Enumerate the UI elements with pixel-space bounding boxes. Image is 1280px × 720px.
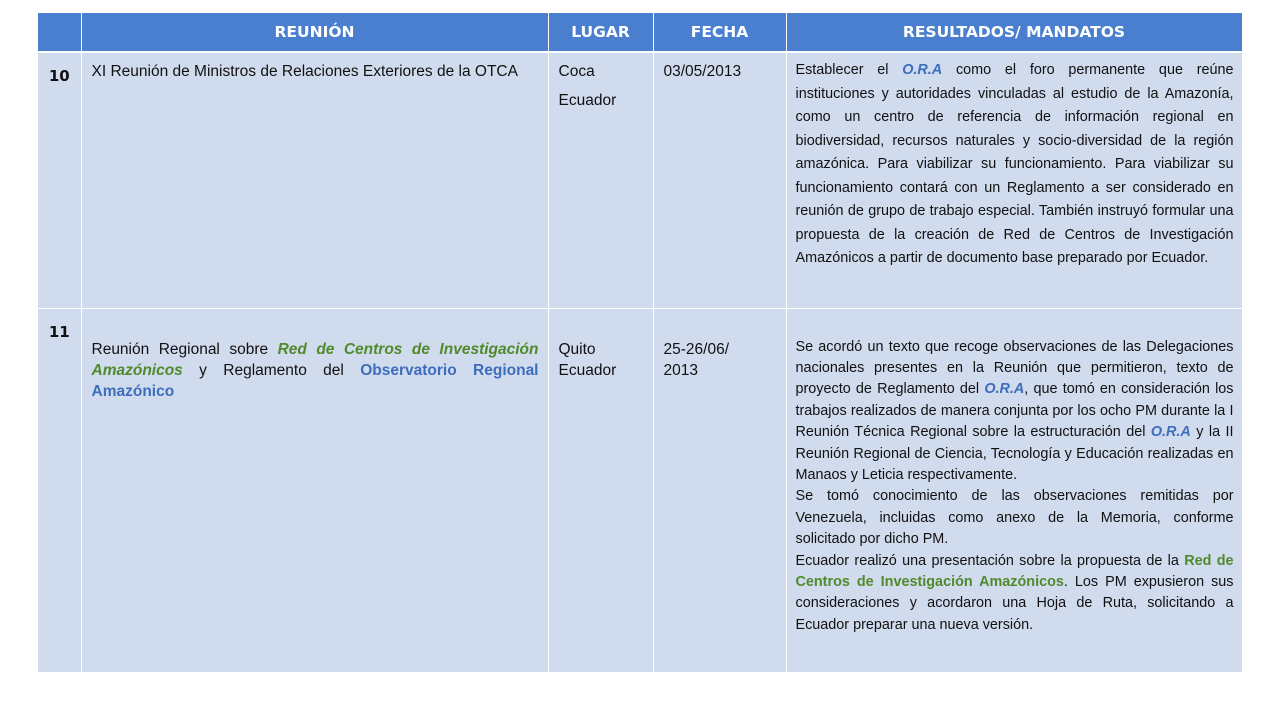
resultados-cell — [786, 52, 1242, 308]
red-centros-highlight: Red de Centros de Investigación Amazónicos — [91, 340, 539, 379]
observatorio-highlight: Observatorio Regional Amazónico — [91, 361, 539, 400]
row-number-text: 10 — [48, 67, 70, 85]
resultados-text-part: como el foro permanente que reúne instituciones y autoridades vinculadas al estudio de la Amazonía, como un centro de referencia de información regional en biodiversidad, recursos naturales y socio-diversidad de la región amazónica. Para viabilizar su funcionamiento. Para viabilizar su funcionamiento contará con un Reglamento a ser considerado en reunión de grupo de trabajo especial. También instruyó formular una propuesta de la creación de Red de Centros de Investigación Amazónicos a partir de documento base preparado por Ecuador. — [795, 62, 1234, 266]
resultados-text-part: Establecer el — [795, 62, 903, 78]
table-row — [38, 52, 1242, 308]
lugar-cell — [548, 52, 653, 308]
ora-acronym: O.R.A — [902, 62, 943, 78]
lugar-country: Ecuador — [558, 361, 617, 379]
header-resultados: RESULTADOS/ MANDATOS — [786, 13, 1242, 52]
row-number — [38, 308, 81, 673]
fecha-cell — [653, 52, 786, 308]
lugar-text — [549, 309, 653, 381]
lugar-city: Quito — [558, 340, 596, 358]
resultados-text — [787, 309, 1242, 637]
ora-acronym: O.R.A — [1150, 424, 1191, 441]
resultados-text-part: Se acordó un texto que recoge observaciones de las Delegaciones nacionales presentes en la Reunión que permitieron, texto de proyecto de Reglamento del — [795, 338, 1234, 398]
reunion-text — [82, 309, 548, 402]
header-reunion: REUNIÓN — [81, 13, 548, 52]
resultados-paragraph — [796, 337, 1234, 487]
header-number — [38, 13, 81, 52]
header-lugar: LUGAR — [548, 13, 653, 52]
resultados-text-part: Ecuador realizó una presentación sobre la propuesta de la — [795, 552, 1185, 569]
resultados-text-part: , que tomó en consideración los trabajos realizados de manera conjunta por los ocho PM durante la I Reunión Técnica Regional sobre la estructuración del — [795, 381, 1234, 441]
reunion-text-part: y Reglamento del — [182, 361, 361, 379]
table-header — [38, 13, 1242, 52]
lugar-cell — [548, 308, 653, 673]
resultados-cell — [786, 308, 1242, 673]
lugar-city: Coca — [558, 63, 595, 80]
fecha-text — [654, 309, 786, 381]
header-fecha: FECHA — [653, 13, 786, 52]
reunion-cell — [81, 52, 548, 308]
fecha-line: 25-26/06/ — [663, 340, 729, 358]
fecha-cell — [653, 308, 786, 673]
resultados-text-part: y la II Reunión Regional de Ciencia, Tecnología y Educación realizadas en Manaos y Leticia respectivamente. — [795, 424, 1234, 483]
resultados-paragraph — [796, 551, 1234, 637]
row-number-text: 11 — [48, 322, 70, 341]
red-centros-highlight: Red de Centros de Investigación Amazónicos — [795, 552, 1234, 590]
resultados-text — [787, 53, 1242, 271]
fecha-line: 2013 — [663, 361, 698, 379]
resultados-paragraph: Se tomó conocimiento de las observaciones remitidas por Venezuela, incluidas como anexo de la Memoria, conforme solicitado por dicho PM. — [795, 488, 1234, 548]
reunion-text: XI Reunión de Ministros de Relaciones Exteriores de la OTCA — [91, 63, 518, 80]
reunion-cell — [81, 308, 548, 673]
lugar-text — [549, 53, 653, 115]
row-number — [38, 52, 81, 308]
reunion-text-part: Reunión Regional sobre — [91, 340, 278, 358]
meetings-table — [38, 13, 1243, 673]
ora-acronym: O.R.A — [984, 381, 1025, 398]
resultados-text-part: . Los PM expusieron sus consideraciones y acordaron una Hoja de Ruta, solicitando a Ecuador preparar una nueva versión. — [795, 573, 1234, 633]
lugar-country: Ecuador — [558, 92, 617, 109]
table-row — [38, 308, 1242, 673]
fecha-text: 03/05/2013 — [663, 63, 742, 80]
header-row — [38, 13, 1242, 52]
